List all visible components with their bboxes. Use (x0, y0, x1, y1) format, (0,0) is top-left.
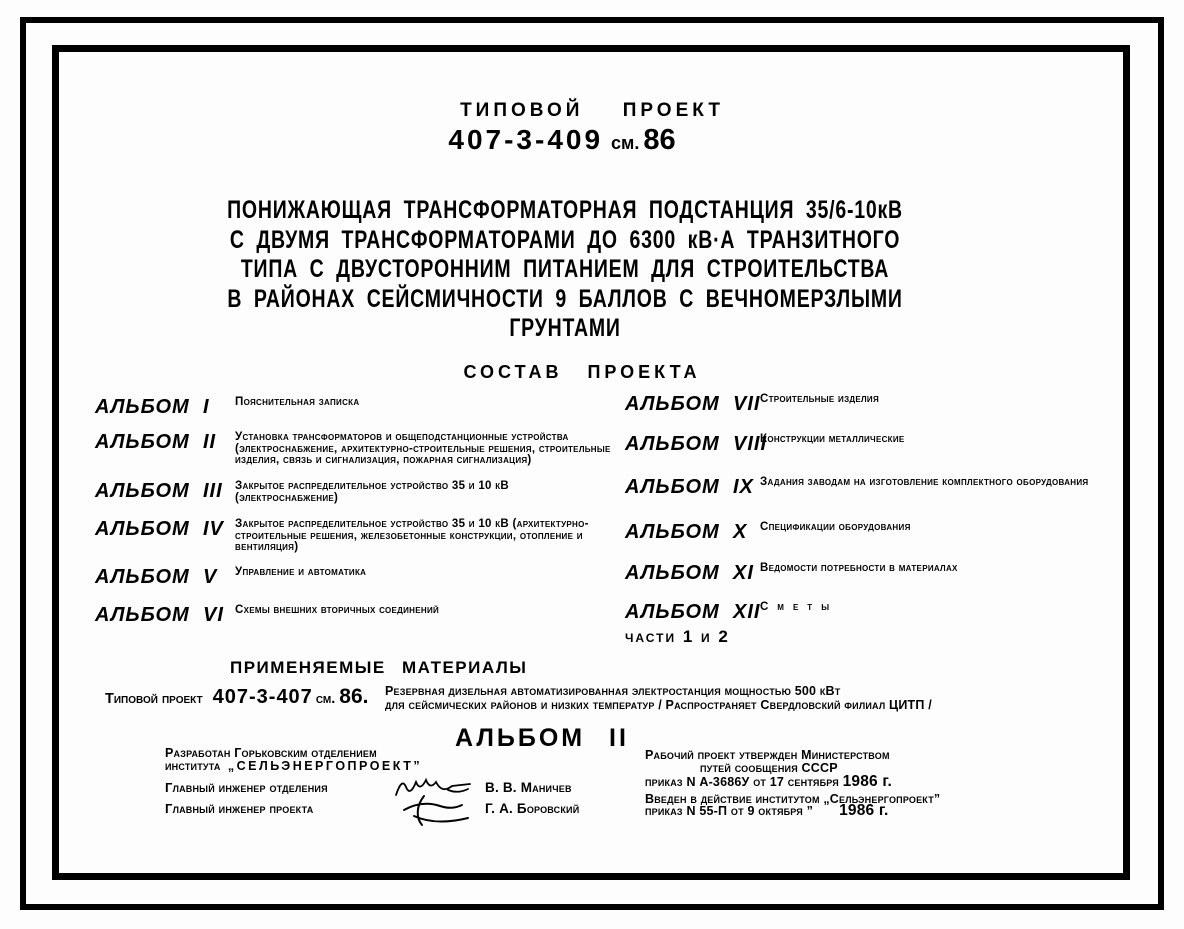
developed-line (165, 760, 422, 773)
album-label (95, 605, 235, 625)
album-desc: Строительные изделия (760, 393, 880, 405)
signature-icon (390, 794, 485, 824)
album-row (95, 481, 613, 504)
album-numeral: VI (203, 604, 224, 626)
album-label (625, 563, 760, 583)
album-row (95, 397, 613, 417)
album-row (625, 522, 1096, 542)
approved-order-line (645, 773, 940, 790)
album-label (95, 567, 235, 587)
album-word: АЛЬБОМ (625, 433, 720, 455)
album-label (95, 432, 235, 452)
main-title (227, 196, 903, 344)
album-word: АЛЬБОМ (625, 393, 720, 415)
materials-ref-label: Типовой проект (105, 691, 203, 707)
album-numeral: XII (733, 601, 761, 623)
developed-line: Разработан Горьковским отделением (165, 746, 377, 760)
album-word: АЛЬБОМ (625, 562, 720, 584)
materials-desc-line: Резервная дизельная автоматизированная электростанция мощностью 500 кВт (385, 684, 841, 698)
album-word: АЛЬБОМ (95, 604, 190, 626)
album-numeral: VII (733, 393, 761, 415)
album-word: АЛЬБОМ (95, 566, 190, 588)
album-desc: Сметы (760, 601, 839, 613)
album-desc: Конструкции металлические (760, 433, 905, 445)
materials-ref-year: 86. (339, 685, 369, 708)
album-word: АЛЬБОМ (95, 431, 190, 453)
title-line: ГРУНТАМИ (509, 314, 621, 342)
album-row (625, 394, 1096, 414)
album-desc: Схемы внешних вторичных соединений (235, 604, 440, 616)
album-word: АЛЬБОМ (95, 518, 190, 540)
album-numeral: VIII (733, 433, 768, 455)
album-label (625, 433, 768, 455)
enacted-order-line (645, 802, 940, 819)
album-desc: Закрытое распределительное устройство 35 и 10 кВ (электроснабжение) (235, 480, 510, 504)
developed-by-block (165, 747, 422, 772)
series-number: 407-3-409 (448, 124, 604, 155)
album-word: АЛЬБОМ (625, 601, 720, 623)
title-line: ТИПА С ДВУСТОРОННИМ ПИТАНИЕМ ДЛЯ СТРОИТЕЛЬСТВА (240, 255, 890, 283)
album-numeral: X (733, 521, 748, 543)
album-label (625, 477, 760, 497)
album-desc: Задания заводам на изготовление комплектного оборудования (760, 476, 1089, 488)
parts-note: части 1 и 2 (625, 627, 730, 646)
album-desc: Спецификации оборудования (760, 521, 911, 533)
album-row (625, 434, 1096, 454)
album-numeral: IX (733, 476, 754, 498)
album-label (95, 519, 235, 539)
materials-description (385, 684, 932, 712)
approval-block (645, 749, 940, 818)
series-label: ТИПОВОЙ ПРОЕКТ (460, 100, 724, 121)
series-number-row (0, 124, 1124, 157)
title-line: В РАЙОНАХ СЕЙСМИЧНОСТИ 9 БАЛЛОВ С ВЕЧНОМЕРЗЛЫМИ (227, 284, 903, 313)
album-row (95, 519, 613, 554)
album-numeral: IV (203, 518, 224, 540)
album-label (625, 522, 760, 542)
album-numeral: II (203, 431, 217, 453)
album-label (95, 397, 235, 417)
engineer-row (165, 794, 579, 824)
album-volume-heading: АЛЬБОМ II (455, 724, 629, 752)
approved-line: Рабочий проект утвержден Министерством (645, 748, 890, 762)
approved-year: 1986 г. (842, 773, 892, 790)
album-row (95, 432, 613, 467)
album-row (625, 602, 1096, 622)
album-row (95, 605, 613, 625)
engineer-name: В. В. Маничев (485, 779, 572, 795)
album-numeral: XI (733, 562, 754, 584)
title-line: С ДВУМЯ ТРАНСФОРМАТОРАМИ ДО 6300 кВ·А ТРАНЗИТНОГО (229, 225, 901, 254)
album-desc: Установка трансформаторов и общеподстанционные устройства (электроснабжение, архитектурно-строительные решения, строительные изделия, связь и сигнализация, пожарная сигнализация) (235, 431, 611, 466)
album-row (625, 477, 1096, 497)
composition-heading: СОСТАВ ПРОЕКТА (463, 362, 701, 382)
album-label (625, 602, 760, 622)
materials-ref-number: 407-3-407 (212, 686, 313, 708)
title-line: ПОНИЖАЮЩАЯ ТРАНСФОРМАТОРНАЯ ПОДСТАНЦИЯ 35/6-10кВ (227, 196, 903, 224)
album-row (625, 563, 1096, 583)
series-year: 86 (643, 124, 676, 156)
materials-reference (105, 685, 368, 709)
materials-ref-see: см. (315, 691, 336, 707)
album-label (625, 394, 760, 414)
materials-heading: ПРИМЕНЯЕМЫЕ МАТЕРИАЛЫ (230, 658, 528, 677)
enacted-order: приказ N 55-П от 9 октября ” (645, 804, 814, 818)
album-desc: Управление и автоматика (235, 566, 367, 578)
engineer-label: Главный инженер проекта (165, 800, 314, 816)
album-numeral: V (203, 566, 218, 588)
album-word: АЛЬБОМ (625, 476, 720, 498)
enacted-line: Введен в действие институтом „Сельэнергопроект” (645, 791, 941, 806)
approved-order: приказ N А-3686У от 17 сентября (645, 775, 839, 789)
album-word: АЛЬБОМ (625, 521, 720, 543)
album-numeral: I (203, 396, 210, 418)
album-numeral: III (203, 480, 223, 502)
engineer-label: Главный инженер отделения (165, 779, 328, 795)
institute-name: „СЕЛЬЭНЕРГОПРОЕКТ” (227, 758, 423, 773)
album-desc: Ведомости потребности в материалах (760, 562, 958, 574)
album-label (95, 481, 235, 501)
approved-line: путей сообщения СССР (700, 760, 838, 775)
album-word: АЛЬБОМ (95, 396, 190, 418)
album-word: АЛЬБОМ (95, 480, 190, 502)
album-desc: Пояснительная записка (235, 396, 360, 408)
institute-prefix: института (165, 758, 221, 773)
enacted-year: 1986 г. (839, 802, 889, 819)
materials-desc-line: для сейсмических районов и низких температур / Распространяет Свердловский филиал ЦИТП / (385, 698, 932, 712)
series-see: см. (611, 133, 640, 153)
engineer-name: Г. А. Боровский (485, 800, 580, 816)
album-desc: Закрытое распределительное устройство 35 и 10 кВ (архитектурно-строительные решения, железобетонные конструкции, отопление и вентиляция) (235, 518, 589, 553)
album-row (95, 567, 613, 587)
